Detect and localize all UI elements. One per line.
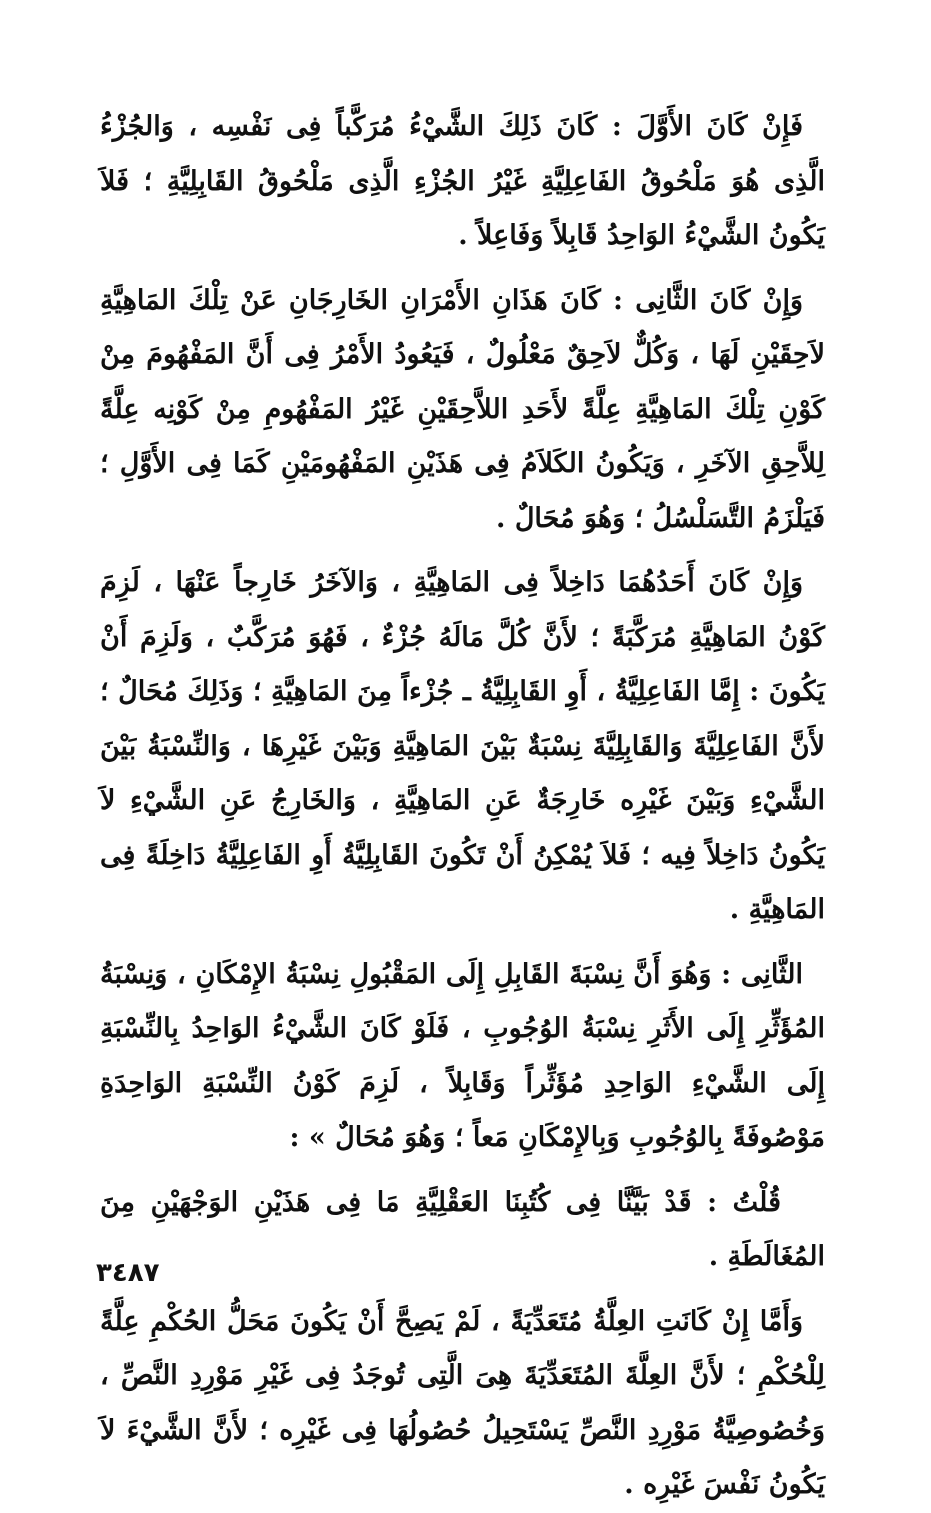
paragraph-response: قُلْتُ : قَدْ بَيَّنَّا فِى كُتُبِنَا العَقْلِيَّةِ مَا فِى هَذَيْنِ الوَجْهَيْنِ مِنَ المُغَالَطَةِ . [100, 1186, 825, 1272]
paragraph-transitive-cause: وَأَمَّا إِنْ كَانَتِ العِلَّةُ مُتَعَدِّيَةً ، لَمْ يَصِحَّ أَنْ يَكُونَ مَحَلُّ الحُكْمِ عِلَّةً لِلْحُكْمِ ؛ لأَنَّ العِلَّةَ المُتَعَدِّيَةَ هِىَ الَّتِى تُوجَدُ فِى غَيْرِ مَوْرِدِ النَّصِّ ، وَخُصُوصِيَّةُ مَوْرِدِ النَّصِّ يَسْتَحِيلُ حُصُولُهَا فِى غَيْرِه ؛ لأَنَّ الشَّيْءَ لاَ يَكُونُ نَفْسَ غَيْرِه . [100, 1305, 825, 1500]
paragraph-second-argument: الثَّانِى : وَهُوَ أَنَّ نِسْبَةَ القَابِلِ إِلَى المَقْبُولِ نِسْبَةُ الإِمْكَانِ ، وَنِسْبَةُ المُؤَثِّرِ إِلَى الأَثَرِ نِسْبَةُ الوُجُوبِ ، فَلَوْ كَانَ الشَّيْءُ الوَاحِدُ بِالنِّسْبَةِ إِلَى الشَّيْءِ الوَاحِدِ مُؤَثِّراً وَقَابِلاً ، لَزِمَ كَوْنُ النِّسْبَةِ الوَاحِدَةِ مَوْصُوفَةً بِالوُجُوبِ وَبِالإِمْكَانِ مَعاً ؛ وَهُوَ مُحَالٌ » : [100, 958, 825, 1153]
paragraph-third-case: وَإِنْ كَانَ أَحَدُهُمَا دَاخِلاً فِى المَاهِيَّةِ ، وَالآخَرُ خَارِجاً عَنْهَا ، لَزِمَ كَوْنُ المَاهِيَّةِ مُرَكَّبَةً ؛ لأَنَّ كُلَّ مَالَهُ جُزْءٌ ، فَهُوَ مُرَكَّبٌ ، وَلَزِمَ أَنْ يَكُونَ : إِمَّا الفَاعِلِيَّةُ ، أَوِ القَابِلِيَّةُ ـ جُزْءاً مِنَ المَاهِيَّةِ ؛ وَذَلِكَ مُحَالٌ ؛ لأَنَّ الفَاعِلِيَّةَ وَالقَابِلِيَّةَ نِسْبَةٌ بَيْنَ المَاهِيَّةِ وَبَيْنَ غَيْرِهَا ، وَالنِّسْبَةُ بَيْنَ الشَّيْءِ وَبَيْنَ غَيْرِه خَارِجَةٌ عَنِ المَاهِيَّةِ ، وَالخَارِجُ عَنِ الشَّيْءِ لاَ يَكُونُ دَاخِلاً فِيه ؛ فَلاَ يُمْكِنُ أَنْ تَكُونَ القَابِلِيَّةُ أَوِ الفَاعِلِيَّةُ دَاخِلَةً فِى المَاهِيَّةِ . [100, 567, 825, 925]
paragraph-first-case: فَإِنْ كَانَ الأَوَّلَ : كَانَ ذَلِكَ الشَّيْءُ مُرَكَّباً فِى نَفْسِه ، وَالجُزْءُ الَّذِى هُوَ مَلْحُوقُ الفَاعِلِيَّةِ غَيْرُ الجُزْءِ الَّذِى مَلْحُوقُ القَابِلِيَّةِ ؛ فَلاَ يَكُونُ الشَّيْءُ الوَاحِدُ قَابِلاً وَفَاعِلاً . [100, 111, 825, 251]
page-number: ٣٤٨٧ [96, 1258, 160, 1288]
body-text [100, 100, 825, 1513]
paragraph-second-case: وَإِنْ كَانَ الثَّانِى : كَانَ هَذَانِ الأَمْرَانِ الخَارِجَانِ عَنْ تِلْكَ المَاهِيَّةِ لاَحِقَيْنِ لَهَا ، وَكُلٌّ لاَحِقٌ مَعْلُولٌ ، فَيَعُودُ الأَمْرُ فِى أَنَّ المَفْهُومَ مِنْ كَوْنِ تِلْكَ المَاهِيَّةِ عِلَّةً لأَحَدِ اللاَّحِقَيْنِ غَيْرُ المَفْهُومِ مِنْ كَوْنِه عِلَّةً لِلاَّحِقِ الآخَرِ ، وَيَكُونُ الكَلاَمُ فِى هَذَيْنِ المَفْهُومَيْنِ كَمَا فِى الأَوَّلِ ؛ فَيَلْزَمُ التَّسَلْسُلُ ؛ وَهُوَ مُحَالٌ . [100, 284, 825, 534]
